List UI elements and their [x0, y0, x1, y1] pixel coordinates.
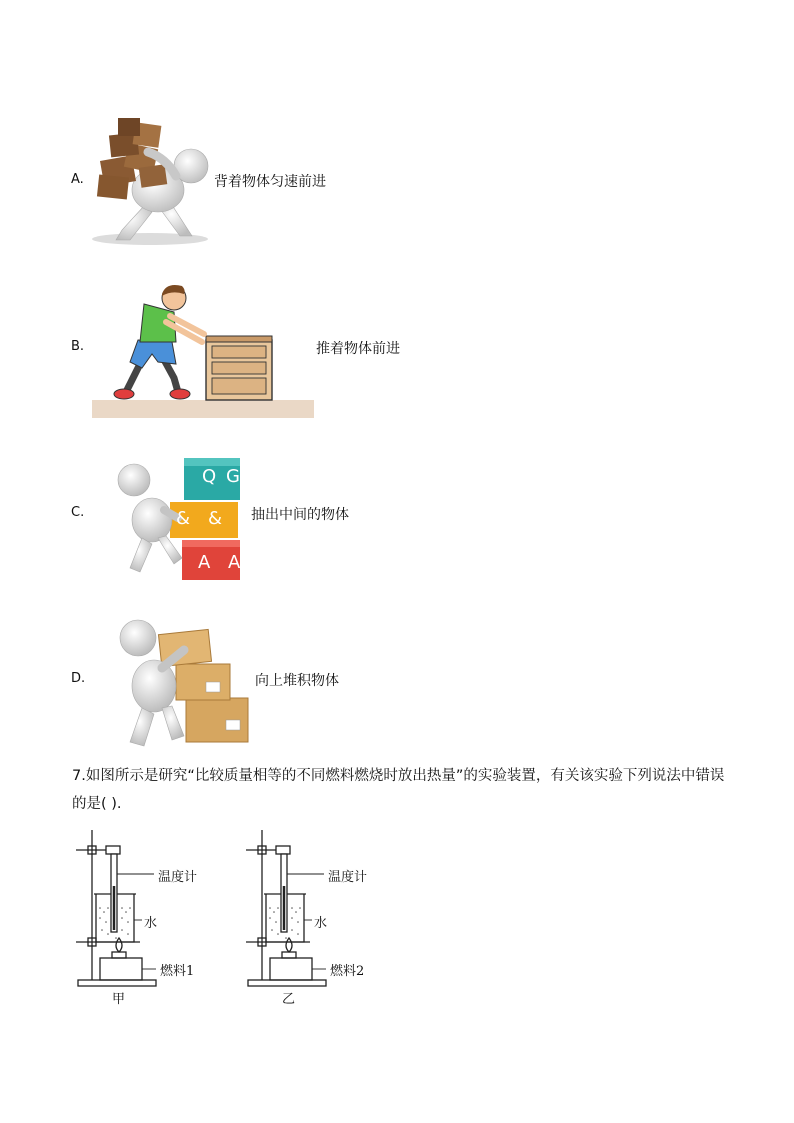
block-letter-g: G [226, 466, 240, 487]
boy-pushing-crate-icon [92, 282, 314, 420]
block-symbol-ampersand-right: & [208, 508, 223, 529]
figure-caption: 乙 [282, 992, 296, 1007]
block-letter-a-right: A [228, 552, 241, 573]
option-b-letter: B. [71, 339, 85, 354]
option-d-letter: D. [71, 671, 86, 686]
thermometer-label: 温度计 [158, 870, 198, 885]
water-label: 水 [314, 916, 328, 931]
option-c-letter: C. [71, 505, 85, 520]
question-stem: 如图所示是研究“比较质量相等的不同燃料燃烧时放出热量”的实验装置，有关该实验下列说法中错误 [85, 768, 725, 784]
question-number: 7. [72, 768, 86, 784]
block-symbol-ampersand-left: & [176, 508, 191, 529]
question-line-2: 的是( ). [72, 796, 122, 812]
water-label: 水 [144, 916, 158, 931]
fuel-label: 燃料1 [160, 964, 195, 979]
question-7 [72, 762, 752, 818]
thermometer-label: 温度计 [328, 870, 368, 885]
person-stacking-boxes-icon [114, 616, 252, 750]
apparatus-yi [242, 826, 392, 1006]
block-letter-a-left: A [198, 552, 211, 573]
option-b-text: 推着物体前进 [316, 341, 400, 357]
option-c-text: 抽出中间的物体 [251, 507, 349, 523]
question-line-1 [72, 762, 752, 790]
option-a-text: 背着物体匀速前进 [214, 174, 326, 190]
block-letter-q: Q [202, 466, 217, 487]
fuel-label: 燃料2 [330, 964, 365, 979]
person-pulling-block-icon [112, 458, 242, 582]
option-d-text: 向上堆积物体 [255, 673, 339, 689]
person-carrying-boxes-icon [88, 118, 212, 246]
figure-caption: 甲 [112, 992, 126, 1007]
option-a-letter: A. [71, 172, 84, 187]
apparatus-jia [72, 826, 222, 1006]
